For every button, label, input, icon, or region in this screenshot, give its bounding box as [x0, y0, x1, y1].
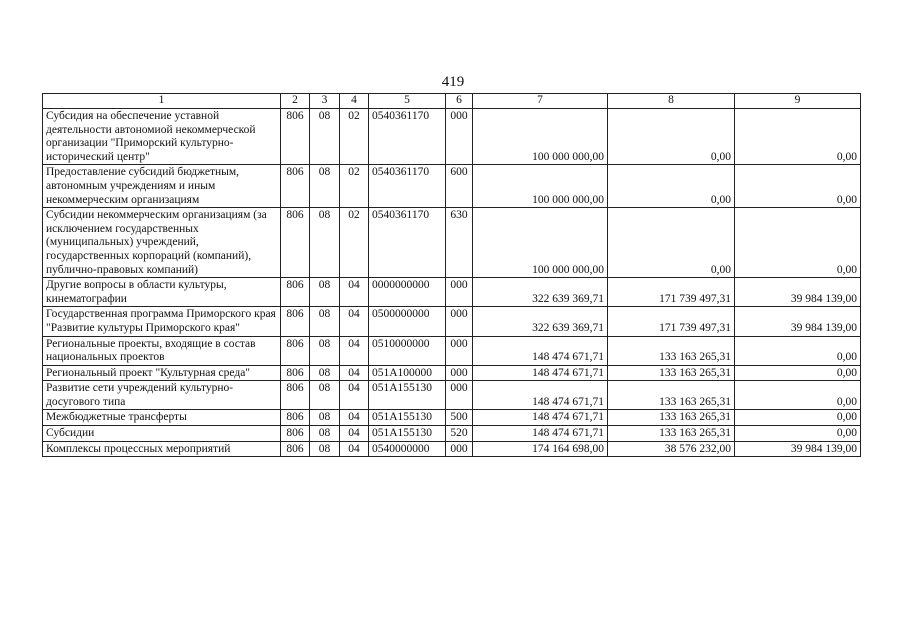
column-header-9: 9 [735, 94, 861, 109]
row-amount-col8: 133 163 265,31 [608, 381, 735, 410]
row-name: Субсидии [43, 426, 281, 442]
row-admin-code: 806 [281, 441, 310, 457]
row-name: Государственная программа Приморского края "Развитие культуры Приморского края" [43, 307, 281, 336]
row-amount-col7: 100 000 000,00 [473, 208, 608, 278]
table-row [43, 336, 861, 365]
row-expense-type: 500 [446, 410, 473, 426]
table-row [43, 365, 861, 381]
table-row [43, 381, 861, 410]
row-admin-code: 806 [281, 278, 310, 307]
row-name: Субсидии некоммерческим организациям (за исключением государственных (муниципальных) учреждений, государственных корпораций (компаний), публично-правовых компаний) [43, 208, 281, 278]
row-amount-col7: 322 639 369,71 [473, 307, 608, 336]
table-row [43, 426, 861, 442]
table-row [43, 278, 861, 307]
row-subsection: 04 [340, 365, 369, 381]
row-name: Региональные проекты, входящие в состав национальных проектов [43, 336, 281, 365]
row-amount-col8: 133 163 265,31 [608, 426, 735, 442]
row-subsection: 04 [340, 441, 369, 457]
row-target-article: 051A100000 [369, 365, 446, 381]
row-section: 08 [310, 426, 340, 442]
table-row [43, 208, 861, 278]
column-header-5: 5 [369, 94, 446, 109]
row-amount-col7: 174 164 698,00 [473, 441, 608, 457]
row-amount-col7: 148 474 671,71 [473, 410, 608, 426]
row-amount-col9: 0,00 [735, 410, 861, 426]
row-target-article: 0510000000 [369, 336, 446, 365]
row-name: Предоставление субсидий бюджетным, автономным учреждениям и иным некоммерческим организациям [43, 165, 281, 208]
row-amount-col7: 148 474 671,71 [473, 336, 608, 365]
row-expense-type: 000 [446, 109, 473, 165]
row-amount-col8: 133 163 265,31 [608, 365, 735, 381]
row-name: Субсидия на обеспечение уставной деятельности автономиой некоммерческой организации "Приморский культурно-исторический центр" [43, 109, 281, 165]
row-admin-code: 806 [281, 410, 310, 426]
row-subsection: 02 [340, 165, 369, 208]
row-expense-type: 000 [446, 336, 473, 365]
row-amount-col8: 133 163 265,31 [608, 410, 735, 426]
row-subsection: 02 [340, 208, 369, 278]
row-amount-col7: 100 000 000,00 [473, 165, 608, 208]
row-section: 08 [310, 208, 340, 278]
row-expense-type: 000 [446, 307, 473, 336]
table-row [43, 410, 861, 426]
row-expense-type: 000 [446, 278, 473, 307]
column-header-4: 4 [340, 94, 369, 109]
row-amount-col7: 100 000 000,00 [473, 109, 608, 165]
row-target-article: 0540361170 [369, 165, 446, 208]
row-section: 08 [310, 109, 340, 165]
row-target-article: 051A155130 [369, 381, 446, 410]
row-name: Региональный проект "Культурная среда" [43, 365, 281, 381]
row-amount-col7: 148 474 671,71 [473, 426, 608, 442]
row-section: 08 [310, 441, 340, 457]
row-admin-code: 806 [281, 365, 310, 381]
row-amount-col9: 39 984 139,00 [735, 278, 861, 307]
row-amount-col9: 39 984 139,00 [735, 441, 861, 457]
row-amount-col8: 171 739 497,31 [608, 307, 735, 336]
row-name: Развитие сети учреждений культурно-досугового типа [43, 381, 281, 410]
row-section: 08 [310, 381, 340, 410]
row-amount-col8: 38 576 232,00 [608, 441, 735, 457]
row-amount-col8: 171 739 497,31 [608, 278, 735, 307]
row-subsection: 04 [340, 336, 369, 365]
row-admin-code: 806 [281, 208, 310, 278]
row-amount-col8: 0,00 [608, 165, 735, 208]
row-target-article: 0540000000 [369, 441, 446, 457]
header-row [43, 94, 861, 109]
row-amount-col9: 39 984 139,00 [735, 307, 861, 336]
table-row [43, 109, 861, 165]
row-section: 08 [310, 365, 340, 381]
row-section: 08 [310, 278, 340, 307]
row-amount-col9: 0,00 [735, 381, 861, 410]
column-header-7: 7 [473, 94, 608, 109]
row-target-article: 0540361170 [369, 208, 446, 278]
row-amount-col9: 0,00 [735, 208, 861, 278]
table-row [43, 307, 861, 336]
row-section: 08 [310, 336, 340, 365]
row-target-article: 051A155130 [369, 410, 446, 426]
row-subsection: 04 [340, 381, 369, 410]
row-amount-col9: 0,00 [735, 365, 861, 381]
row-subsection: 02 [340, 109, 369, 165]
column-header-6: 6 [446, 94, 473, 109]
column-header-2: 2 [281, 94, 310, 109]
row-expense-type: 630 [446, 208, 473, 278]
row-amount-col9: 0,00 [735, 336, 861, 365]
row-amount-col7: 322 639 369,71 [473, 278, 608, 307]
row-amount-col9: 0,00 [735, 426, 861, 442]
row-subsection: 04 [340, 426, 369, 442]
row-subsection: 04 [340, 278, 369, 307]
row-section: 08 [310, 307, 340, 336]
row-expense-type: 000 [446, 441, 473, 457]
column-header-8: 8 [608, 94, 735, 109]
table-row [43, 165, 861, 208]
row-target-article: 0000000000 [369, 278, 446, 307]
row-amount-col8: 0,00 [608, 208, 735, 278]
row-amount-col8: 133 163 265,31 [608, 336, 735, 365]
row-amount-col7: 148 474 671,71 [473, 365, 608, 381]
row-section: 08 [310, 410, 340, 426]
row-target-article: 0500000000 [369, 307, 446, 336]
row-admin-code: 806 [281, 307, 310, 336]
row-name: Другие вопросы в области культуры, кинематографии [43, 278, 281, 307]
row-amount-col9: 0,00 [735, 109, 861, 165]
page-number: 419 [441, 74, 465, 90]
table-row [43, 441, 861, 457]
row-admin-code: 806 [281, 426, 310, 442]
row-admin-code: 806 [281, 109, 310, 165]
row-admin-code: 806 [281, 381, 310, 410]
column-header-1: 1 [43, 94, 281, 109]
row-target-article: 051A155130 [369, 426, 446, 442]
row-section: 08 [310, 165, 340, 208]
row-expense-type: 520 [446, 426, 473, 442]
row-expense-type: 000 [446, 365, 473, 381]
row-name: Комплексы процессных мероприятий [43, 441, 281, 457]
budget-table [42, 93, 861, 457]
row-admin-code: 806 [281, 165, 310, 208]
row-target-article: 0540361170 [369, 109, 446, 165]
row-name: Межбюджетные трансферты [43, 410, 281, 426]
row-subsection: 04 [340, 307, 369, 336]
row-subsection: 04 [340, 410, 369, 426]
row-expense-type: 600 [446, 165, 473, 208]
row-amount-col7: 148 474 671,71 [473, 381, 608, 410]
row-amount-col8: 0,00 [608, 109, 735, 165]
row-expense-type: 000 [446, 381, 473, 410]
row-admin-code: 806 [281, 336, 310, 365]
row-amount-col9: 0,00 [735, 165, 861, 208]
column-header-3: 3 [310, 94, 340, 109]
